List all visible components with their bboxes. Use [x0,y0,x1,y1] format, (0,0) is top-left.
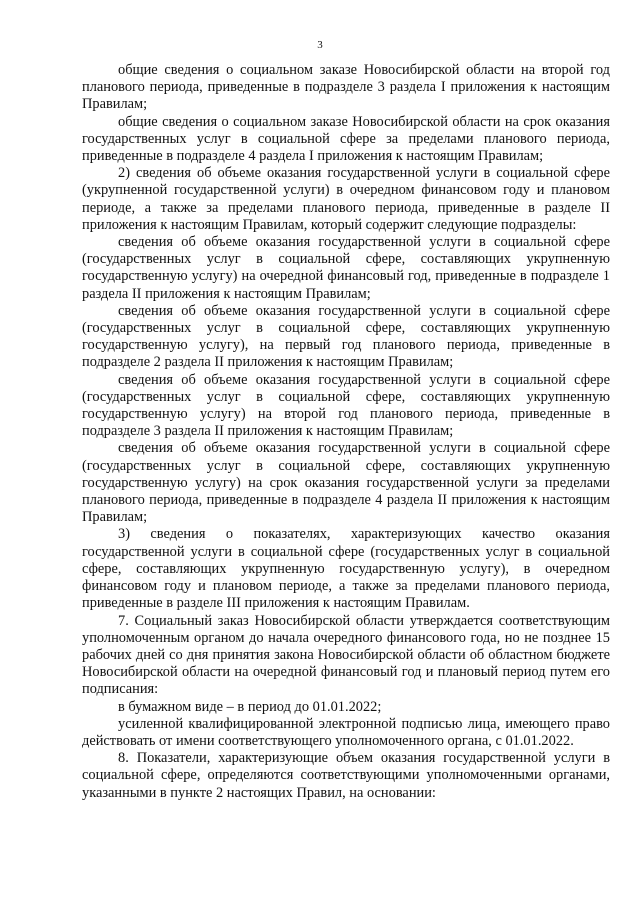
page-number: 3 [317,39,323,51]
body-text [82,62,610,802]
paragraph: сведения об объеме оказания государственной услуги в социальной сфере (государственных услуг в социальной сфере, составляющих укрупненную государственную услугу) на очередной финансовый год, приведенные в подразделе 1 раздела II приложения к настоящим Правилам; [82,234,610,302]
paragraph: усиленной квалифицированной электронной подписью лица, имеющего право действовать от имени соответствующего уполномоченного органа, с 01.01.2022. [82,715,610,749]
paragraph: 2) сведения об объеме оказания государственной услуги в социальной сфере (укрупненной государственной услуги) в очередном финансовом году и плановом периоде, а также за пределами планового периода, приведенные в разделе II приложения к настоящим Правилам, который содержит следующие подразделы: [82,165,610,233]
paragraph: общие сведения о социальном заказе Новосибирской области на срок оказания государственных услуг в социальной сфере за пределами планового периода, приведенные в подразделе 4 раздела I приложения к настоящим Правилам; [82,113,610,165]
paragraph: 7. Социальный заказ Новосибирской области утверждается соответствующим уполномоченным органом до начала очередного финансового года, но не позднее 15 рабочих дней со дня принятия закона Новосибирской области об областном бюджете Новосибирской области на очередной финансовый год и плановый период путем его подписания: [82,612,610,698]
paragraph: сведения об объеме оказания государственной услуги в социальной сфере (государственных услуг в социальной сфере, составляющих укрупненную государственную услугу) на срок оказания государственной услуги за пределами планового периода, приведенные в подразделе 4 раздела II приложения к настоящим Правилам; [82,440,610,526]
paragraph: 8. Показатели, характеризующие объем оказания государственной услуги в социальной сфере, определяются соответствующими уполномоченными органами, указанными в пункте 2 настоящих Правил, на основании: [82,750,610,801]
paragraph: 3) сведения о показателях, характеризующих качество оказания государственной услуги в социальной сфере (государственных услуг в социальной сфере, составляющих укрупненную государственную услугу), в очередном финансовом году и плановом периоде, а также за пределами планового периода, приведенные в разделе III приложения к настоящим Правилам. [82,526,610,612]
paragraph: общие сведения о социальном заказе Новосибирской области на второй год планового периода, приведенные в подразделе 3 раздела I приложения к настоящим Правилам; [82,62,610,113]
paragraph: сведения об объеме оказания государственной услуги в социальной сфере (государственных услуг в социальной сфере, составляющих укрупненную государственную услугу), на первый год планового периода, приведенные в подразделе 2 раздела II приложения к настоящим Правилам; [82,302,610,371]
paragraph: сведения об объеме оказания государственной услуги в социальной сфере (государственных услуг в социальной сфере, составляющих укрупненную государственную услугу) на второй год планового периода, приведенные в подразделе 3 раздела II приложения к настоящим Правилам; [82,371,610,440]
paragraph: в бумажном виде – в период до 01.01.2022; [118,698,382,715]
